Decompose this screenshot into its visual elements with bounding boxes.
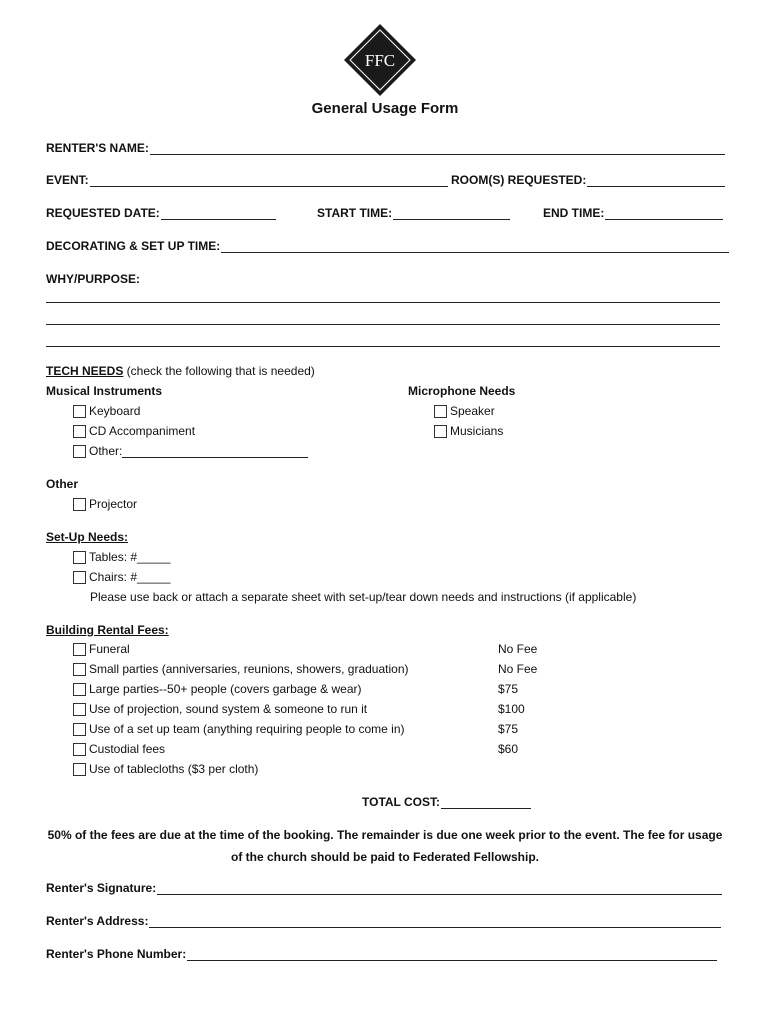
decorating-line[interactable] <box>221 239 729 253</box>
logo-text: FFC <box>364 51 396 70</box>
fee-label: Use of a set up team (anything requiring people to come in) <box>89 722 405 736</box>
requested-date-label: REQUESTED DATE: <box>46 206 160 220</box>
fee-amount: $75 <box>498 682 519 696</box>
keyboard-checkbox[interactable] <box>73 405 86 418</box>
fee-row[interactable] <box>73 642 130 656</box>
phone-label: Renter's Phone Number: <box>46 947 187 961</box>
cd-checkbox-row[interactable] <box>73 424 195 438</box>
fee-row[interactable] <box>73 722 405 736</box>
event-field[interactable] <box>46 173 448 187</box>
chairs-checkbox[interactable] <box>73 571 86 584</box>
fee-checkbox[interactable] <box>73 763 86 776</box>
fee-checkbox[interactable] <box>73 683 86 696</box>
purpose-line-1[interactable] <box>46 302 720 303</box>
phone-line[interactable] <box>187 947 717 961</box>
requested-date-line[interactable] <box>161 206 276 220</box>
fee-label: Custodial fees <box>89 742 166 756</box>
keyboard-label: Keyboard <box>89 404 141 418</box>
speaker-checkbox-row[interactable] <box>434 404 495 418</box>
renters-name-line[interactable] <box>150 141 725 155</box>
fee-row[interactable] <box>73 762 258 776</box>
fee-row[interactable] <box>73 702 367 716</box>
end-time-label: END TIME: <box>543 206 605 220</box>
event-line[interactable] <box>90 173 448 187</box>
requested-date-field[interactable] <box>46 206 276 220</box>
address-field[interactable] <box>46 914 721 928</box>
rental-fees-heading: Building Rental Fees: <box>46 623 169 637</box>
event-label: EVENT: <box>46 173 89 187</box>
tables-checkbox[interactable] <box>73 551 86 564</box>
phone-field[interactable] <box>46 947 717 961</box>
tables-label: Tables: #_____ <box>89 550 171 564</box>
other-heading: Other <box>46 477 79 491</box>
other-instrument-row[interactable] <box>73 444 308 458</box>
fee-label: Large parties--50+ people (covers garbage & wear) <box>89 682 362 696</box>
microphone-needs-heading: Microphone Needs <box>408 384 516 398</box>
page-title: General Usage Form <box>311 100 459 117</box>
other-instrument-checkbox[interactable] <box>73 445 86 458</box>
fee-checkbox[interactable] <box>73 723 86 736</box>
musicians-label: Musicians <box>450 424 504 438</box>
fee-amount: No Fee <box>498 642 538 656</box>
projector-checkbox[interactable] <box>73 498 86 511</box>
tables-checkbox-row[interactable] <box>73 550 170 564</box>
start-time-field[interactable] <box>317 206 510 220</box>
signature-field[interactable] <box>46 881 722 895</box>
speaker-checkbox[interactable] <box>434 405 447 418</box>
renters-name-label: RENTER'S NAME: <box>46 141 149 155</box>
setup-needs-heading: Set-Up Needs: <box>46 530 129 544</box>
fee-label: Use of projection, sound system & someone to run it <box>89 702 368 716</box>
decorating-label: DECORATING & SET UP TIME: <box>46 239 221 253</box>
total-cost-label: TOTAL COST: <box>362 795 440 809</box>
fee-amount: $100 <box>498 702 525 716</box>
cd-label: CD Accompaniment <box>89 424 196 438</box>
musicians-checkbox-row[interactable] <box>434 424 503 438</box>
fee-row[interactable] <box>73 662 408 676</box>
address-label: Renter's Address: <box>46 914 149 928</box>
chairs-checkbox-row[interactable] <box>73 570 170 584</box>
projector-label: Projector <box>89 497 138 511</box>
speaker-label: Speaker <box>450 404 495 418</box>
keyboard-checkbox-row[interactable] <box>73 404 140 418</box>
total-cost-line[interactable] <box>441 795 531 809</box>
rooms-requested-field[interactable] <box>451 173 725 187</box>
purpose-line-2[interactable] <box>46 324 720 325</box>
fee-checkbox[interactable] <box>73 703 86 716</box>
start-time-line[interactable] <box>393 206 510 220</box>
tech-needs-heading <box>46 364 315 378</box>
other-instrument-line[interactable] <box>122 444 308 458</box>
fee-checkbox[interactable] <box>73 743 86 756</box>
fee-row[interactable] <box>73 682 361 696</box>
cd-accompaniment-checkbox[interactable] <box>73 425 86 438</box>
fee-amount: $60 <box>498 742 519 756</box>
rooms-requested-label: ROOM(S) REQUESTED: <box>451 173 587 187</box>
musical-instruments-heading: Musical Instruments <box>46 384 163 398</box>
fee-label: Use of tablecloths ($3 per cloth) <box>89 762 259 776</box>
tech-needs-title: TECH NEEDS <box>46 364 124 378</box>
fee-label: Funeral <box>89 642 130 656</box>
renters-name-field[interactable] <box>46 141 725 155</box>
address-line[interactable] <box>149 914 721 928</box>
chairs-label: Chairs: #_____ <box>89 570 171 584</box>
fee-checkbox[interactable] <box>73 643 86 656</box>
fee-label: Small parties (anniversaries, reunions, showers, graduation) <box>89 662 409 676</box>
setup-note: Please use back or attach a separate sheet with set-up/tear down needs and instructions (if applicable) <box>90 590 637 604</box>
tech-needs-note: (check the following that is needed) <box>123 364 315 378</box>
projector-checkbox-row[interactable] <box>73 497 137 511</box>
fee-amount: No Fee <box>498 662 538 676</box>
end-time-line[interactable] <box>605 206 723 220</box>
church-logo <box>344 24 416 96</box>
rooms-requested-line[interactable] <box>587 173 725 187</box>
fee-amount: $75 <box>498 722 519 736</box>
start-time-label: START TIME: <box>317 206 393 220</box>
decorating-field[interactable] <box>46 239 729 253</box>
signature-line[interactable] <box>157 881 722 895</box>
purpose-line-3[interactable] <box>46 346 720 347</box>
payment-policy: 50% of the fees are due at the time of the booking. The remainder is due one week prior to the event. The fee for usage of the church should be paid to Federated Fellowship. <box>47 828 723 864</box>
musicians-checkbox[interactable] <box>434 425 447 438</box>
signature-label: Renter's Signature: <box>46 881 157 895</box>
end-time-field[interactable] <box>543 206 723 220</box>
total-cost-field[interactable] <box>362 795 531 809</box>
fee-checkbox[interactable] <box>73 663 86 676</box>
why-purpose-label: WHY/PURPOSE: <box>46 272 141 286</box>
fee-row[interactable] <box>73 742 165 756</box>
other-instrument-label: Other: <box>89 444 123 458</box>
